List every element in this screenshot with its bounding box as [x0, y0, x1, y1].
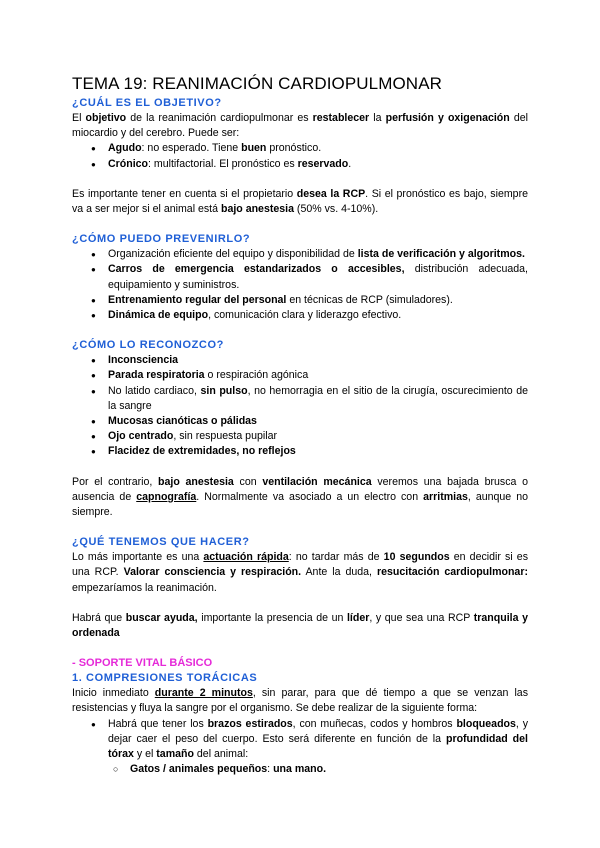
document-page [72, 74, 528, 778]
list-reconozco [72, 353, 528, 459]
heading-hacer: ¿QUÉ TENEMOS QUE HACER? [72, 536, 250, 549]
list-item: ● Organización eficiente del equipo y disponibilidad de lista de verificación y algoritmos. [108, 247, 528, 262]
list-item: ● Crónico: multifactorial. El pronóstico es reservado. [108, 157, 528, 172]
paragraph-ayuda: Habrá que buscar ayuda, importante la presencia de un líder, y que sea una RCP tranquila y ordenada [72, 611, 528, 640]
paragraph-actuacion: Lo más importante es una actuación rápida: no tardar más de 10 segundos en decidir si es una RCP. Valorar consciencia y respiración. Ante la duda, resucitación cardiopulmonar: empezaríamos la reanimación. [72, 551, 528, 594]
heading-reconozco: ¿CÓMO LO RECONOZCO? [72, 339, 224, 352]
list-item: ● No latido cardiaco, sin pulso, no hemorragia en el sitio de la cirugía, oscurecimiento de la sangre [108, 384, 528, 414]
paragraph-compresiones: Inicio inmediato durante 2 minutos, sin parar, para que dé tiempo a que se venzan las resistencias y fluya la sangre por el organismo. Se debe realizar de la siguiente forma: [72, 687, 528, 715]
list-item: ● Inconsciencia [108, 353, 528, 368]
list-compresiones [72, 717, 528, 763]
paragraph-anestesia: Por el contrario, bajo anestesia con ventilación mecánica veremos una bajada brusca o ausencia de capnografía. Normalmente va asociado a un electro con arritmias, aunque no siempre. [72, 475, 528, 519]
list-item: ● Agudo: no esperado. Tiene buen pronóstico. [108, 141, 528, 156]
list-tipos [72, 141, 528, 171]
list-item: ● Carros de emergencia estandarizados o accesibles, distribución adecuada, equipamiento y suministros. [108, 262, 528, 292]
list-item: ● Flacidez de extremidades, no reflejos [108, 444, 528, 459]
sublist-compresiones [72, 762, 528, 777]
paragraph-objetivo: El objetivo de la reanimación cardiopulmonar es restablecer la perfusión y oxigenación del miocardio y del cerebro. Puede ser: [72, 112, 528, 140]
list-item: ○ Gatos / animales pequeños: una mano. [130, 762, 528, 777]
paragraph-propietario: Es importante tener en cuenta si el propietario desea la RCP. Si el pronóstico es bajo, siempre va a ser mejor si el animal está bajo anestesia (50% vs. 4-10%). [72, 187, 528, 216]
heading-compresiones: 1. COMPRESIONES TORÁCICAS [72, 672, 258, 685]
list-prevenir [72, 247, 528, 323]
list-item: ● Parada respiratoria o respiración agónica [108, 368, 528, 383]
list-item: ● Entrenamiento regular del personal en técnicas de RCP (simuladores). [108, 293, 528, 308]
list-item: ● Ojo centrado, sin respuesta pupilar [108, 429, 528, 444]
heading-objetivo: ¿CUÁL ES EL OBJETIVO? [72, 97, 222, 109]
page-title: TEMA 19: REANIMACIÓN CARDIOPULMONAR [72, 74, 443, 93]
list-item: ● Habrá que tener los brazos estirados, con muñecas, codos y hombros bloqueados, y dejar caer el peso del cuerpo. Esto será diferente en función de la profundidad del tórax y el tamaño del animal: [108, 717, 528, 763]
heading-prevenir: ¿CÓMO PUEDO PREVENIRLO? [72, 233, 251, 246]
heading-soporte-vital: - SOPORTE VITAL BÁSICO [72, 657, 213, 670]
list-item: ● Dinámica de equipo, comunicación clara y liderazgo efectivo. [108, 308, 528, 323]
list-item: ● Mucosas cianóticas o pálidas [108, 414, 528, 429]
